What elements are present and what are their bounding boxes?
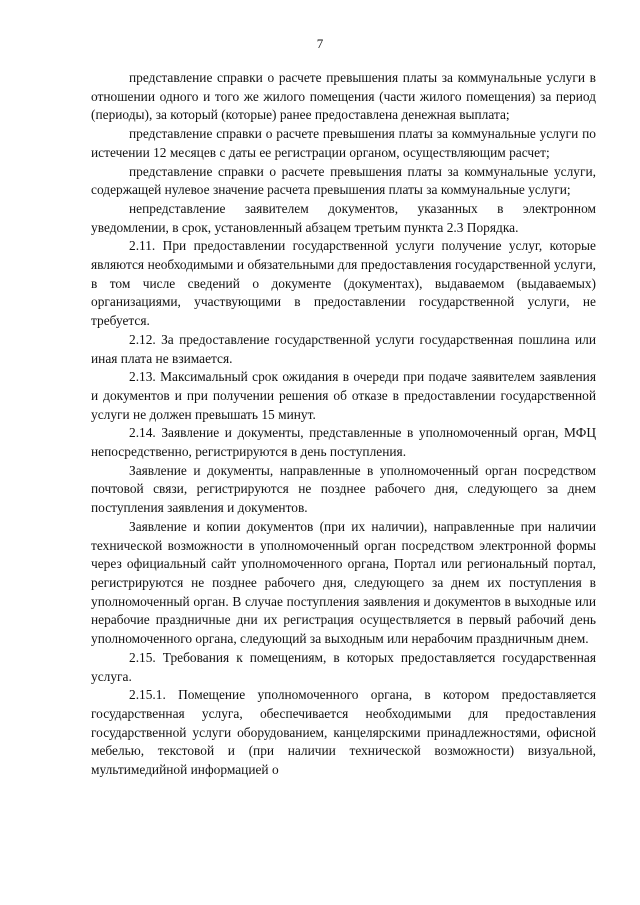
- paragraph-twelve-months: представление справки о расчете превышения платы за коммунальные услуги по истечении 12 месяцев с даты ее регистрации органом, осуществляющим расчет;: [91, 126, 596, 160]
- paragraph-2-15-1: 2.15.1. Помещение уполномоченного органа, в котором предоставляется государственная услуга, обеспечивается необходимыми для предоставления государственной услуги оборудованием, канцелярскими принадлежностями, офисной мебелью, текстовой и (при наличии технической возможности) визуальной, мультимедийной информацией о: [91, 687, 596, 778]
- paragraph-missing-documents: непредставление заявителем документов, указанных в электронном уведомлении, в срок, установленный абзацем третьим пункта 2.3 Порядка.: [91, 200, 596, 235]
- paragraph-2-15: 2.15. Требования к помещениям, в которых предоставляется государственная услуга.: [91, 649, 596, 684]
- page-number: 7: [316, 36, 324, 51]
- paragraph-zero-value: представление справки о расчете превышения платы за коммунальные услуги, содержащей нулевое значение расчета превышения платы за коммунальные услуги;: [91, 163, 596, 198]
- paragraph-2-13: 2.13. Максимальный срок ожидания в очереди при подаче заявителем заявления и документов и при получении решения об отказе в предоставлении государственной услуги не должен превышать 15 минут.: [91, 369, 596, 422]
- paragraph-postal-registration: Заявление и документы, направленные в уполномоченный орган посредством почтовой связи, регистрируются не позднее рабочего дня, следующего за днем поступления заявления и документов.: [91, 462, 596, 516]
- paragraph-2-11: 2.11. При предоставлении государственной услуги получение услуг, которые являются необходимыми и обязательными для предоставления государственной услуги, в том числе сведений о документе (документах), выдаваемом (выдаваемых) организациями, участвующими в предоставлении государственной услуги, не требуется.: [91, 238, 596, 329]
- paragraph-electronic-registration: Заявление и копии документов (при их наличии), направленные при наличии технической возможности в уполномоченный орган посредством электронной формы через официальный сайт уполномоченного органа, Портал или региональный портал, регистрируются не позднее рабочего дня, следующего за днем их поступления в уполномоченный орган. В случае поступления заявления и документов в выходные или нерабочие праздничные дни их регистрация осуществляется в первый рабочий день уполномоченного органа, следующий за выходным или нерабочим праздничным днем.: [91, 518, 596, 647]
- paragraph-housing-repeat: представление справки о расчете превышения платы за коммунальные услуги в отношении одного и того же жилого помещения (части жилого помещения) за период (периоды), за который (которые) ранее предоставлена денежная выплата;: [91, 70, 596, 123]
- paragraph-2-12: 2.12. За предоставление государственной услуги государственная пошлина или иная плата не взимается.: [91, 331, 596, 366]
- document-body: [91, 69, 596, 780]
- paragraph-2-14: 2.14. Заявление и документы, представленные в уполномоченный орган, МФЦ непосредственно, регистрируются в день поступления.: [91, 425, 596, 460]
